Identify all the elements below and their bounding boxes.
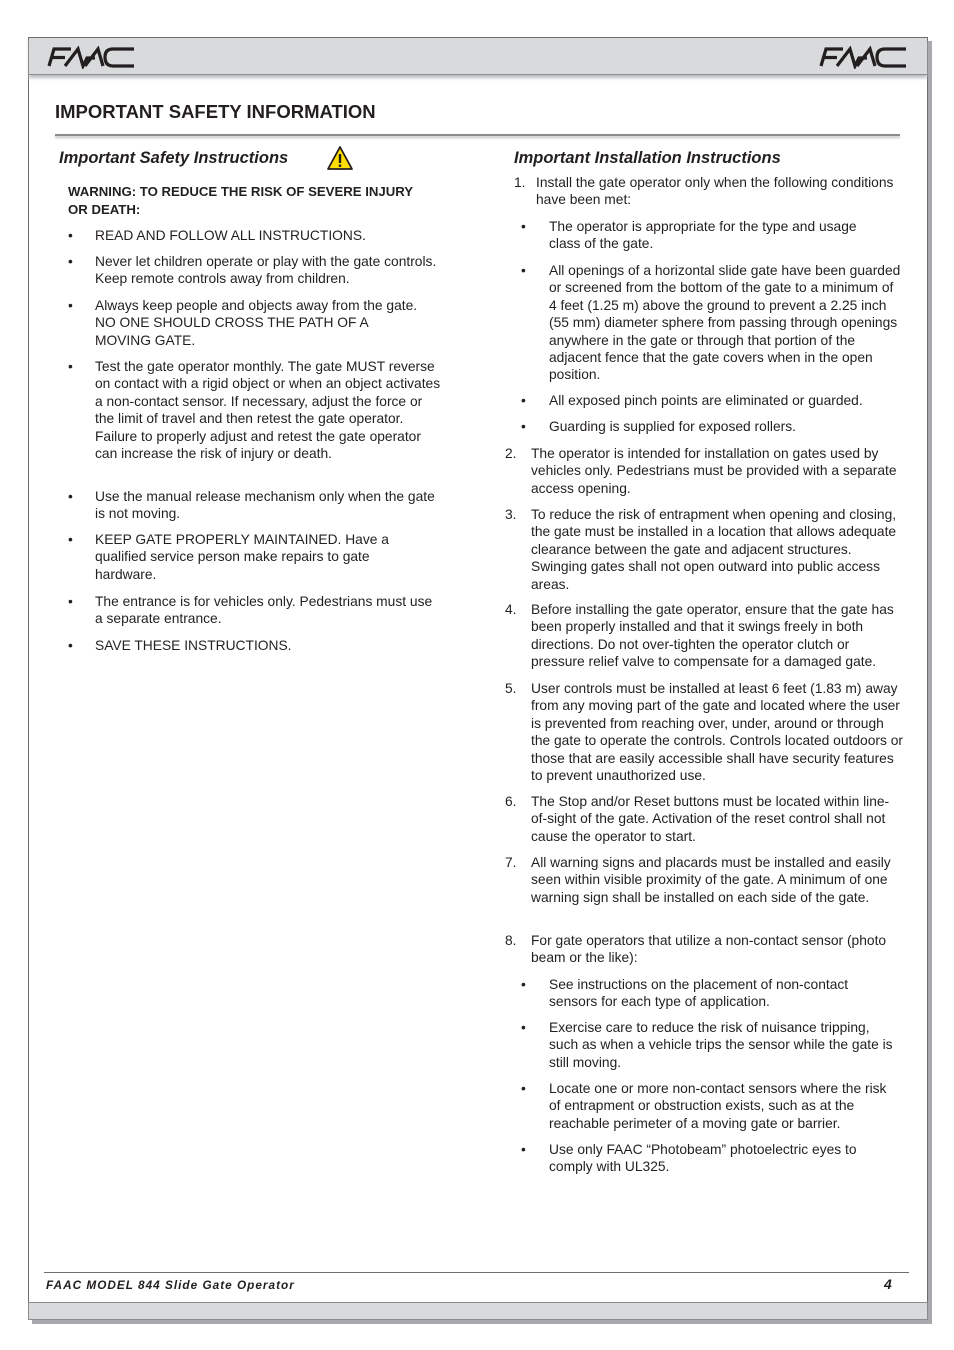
bullet-glyph: •	[521, 419, 526, 434]
sub-list-item	[521, 418, 901, 435]
page-title: IMPORTANT SAFETY INFORMATION	[55, 101, 376, 122]
footer-bar	[28, 1302, 928, 1320]
bullet-glyph: •	[521, 1142, 526, 1157]
sub-list-item-text: See instructions on the placement of non-contact sensors for each type of application.	[549, 977, 849, 1010]
bullet-glyph: •	[68, 532, 73, 547]
title-divider	[55, 134, 900, 136]
page-number: 4	[884, 1276, 892, 1292]
sub-list-item-text: Guarding is supplied for exposed rollers.	[549, 419, 796, 434]
list-item-text: Always keep people and objects away from the gate. NO ONE SHOULD CROSS THE PATH OF A MOVING GATE.	[95, 298, 418, 348]
numbered-item-text: The operator is intended for installation on gates used by vehicles only. Pedestrians must be provided with a separate access opening.	[531, 446, 897, 496]
sub-list-item	[521, 218, 881, 253]
list-item	[68, 358, 444, 462]
list-item	[68, 531, 440, 583]
bullet-glyph: •	[521, 219, 526, 234]
list-item-text: SAVE THESE INSTRUCTIONS.	[95, 638, 292, 653]
numbered-item	[514, 174, 894, 209]
sub-list-item	[521, 262, 901, 384]
list-item	[68, 253, 440, 288]
sub-list-item	[521, 392, 901, 409]
item-number: 3.	[505, 507, 517, 522]
list-item-text: The entrance is for vehicles only. Pedestrians must use a separate entrance.	[95, 594, 433, 627]
list-item-text: Never let children operate or play with the gate controls. Keep remote controls away from children.	[95, 254, 437, 287]
list-item	[68, 637, 440, 654]
numbered-item	[505, 854, 903, 906]
numbered-item-text: User controls must be installed at least 6 feet (1.83 m) away from any moving part of the gate and located where the user is prevented from reaching over, under, around or through the gate to operate the controls. Controls located outdoors or those that are easily accessible shall have security features to prevent unauthorized use.	[531, 681, 903, 784]
bullet-glyph: •	[68, 638, 73, 653]
numbered-item	[505, 680, 905, 784]
bullet-glyph: •	[521, 1020, 526, 1035]
installation-instructions-heading: Important Installation Instructions	[514, 149, 781, 167]
numbered-item-text: To reduce the risk of entrapment when opening and closing, the gate must be installed in a location that allows adequate clearance between the gate and adjacent structures. Swinging gates shall not open outward into public access areas.	[531, 507, 897, 592]
sub-list-item	[521, 1080, 901, 1132]
warning-statement: WARNING: TO REDUCE THE RISK OF SEVERE INJURY OR DEATH:	[68, 184, 413, 217]
sub-list-item-text: Use only FAAC “Photobeam” photoelectric eyes to comply with UL325.	[549, 1142, 857, 1175]
list-item	[68, 488, 440, 523]
list-item	[68, 297, 440, 349]
list-item-text: READ AND FOLLOW ALL INSTRUCTIONS.	[95, 228, 366, 243]
bullet-glyph: •	[68, 594, 73, 609]
bullet-glyph: •	[68, 298, 73, 313]
sub-list-item-text: All exposed pinch points are eliminated or guarded.	[549, 393, 863, 408]
bullet-glyph: •	[521, 1081, 526, 1096]
item-number: 6.	[505, 794, 517, 809]
sub-list-item	[521, 1019, 901, 1071]
numbered-item	[505, 506, 903, 593]
bullet-glyph: •	[68, 489, 73, 504]
sub-list-item	[521, 976, 881, 1011]
item-number: 2.	[505, 446, 517, 461]
warning-triangle-icon	[326, 145, 354, 171]
numbered-item-text: All warning signs and placards must be installed and easily seen within visible proximity of the gate. A minimum of one warning sign shall be installed on each side of the gate.	[531, 855, 891, 905]
sub-list-item-text: Exercise care to reduce the risk of nuisance tripping, such as when a vehicle trips the sensor while the gate is still moving.	[549, 1020, 893, 1070]
list-item-text: Use the manual release mechanism only when the gate is not moving.	[95, 489, 435, 522]
faac-logo	[45, 45, 137, 69]
list-item-text: KEEP GATE PROPERLY MAINTAINED. Have a qualified service person make repairs to gate hardware.	[95, 532, 389, 582]
item-number: 8.	[505, 933, 517, 948]
item-number: 7.	[505, 855, 517, 870]
list-item-text: Test the gate operator monthly. The gate MUST reverse on contact with a rigid object or when an object activates a non-contact sensor. If necessary, adjust the force or the limit of travel and then retest the gate operator. Failure to properly adjust and retest the gate operator can increase the risk of injury or death.	[95, 359, 441, 462]
sub-list-item-text: Locate one or more non-contact sensors where the risk of entrapment or obstruction exists, such as at the reachable perimeter of a moving gate or barrier.	[549, 1081, 887, 1131]
item-number: 1.	[514, 175, 526, 190]
list-item	[68, 227, 440, 244]
faac-logo	[817, 45, 909, 69]
sub-list-item-text: The operator is appropriate for the type and usage class of the gate.	[549, 219, 857, 252]
numbered-item	[505, 601, 903, 671]
item-number: 5.	[505, 681, 517, 696]
numbered-item-text: The Stop and/or Reset buttons must be located within line-of-sight of the gate. Activation of the reset control shall not cause the operator to start.	[531, 794, 890, 844]
numbered-item-text: For gate operators that utilize a non-contact sensor (photo beam or the like):	[531, 933, 887, 966]
bullet-glyph: •	[68, 359, 73, 374]
sub-list-item	[521, 1141, 881, 1176]
bullet-glyph: •	[521, 263, 526, 278]
numbered-item	[505, 445, 903, 497]
numbered-item-text: Before installing the gate operator, ensure that the gate has been properly installed and that it swings freely in both directions. Do not over-tighten the operator clutch or pressure relief valve to compensate for a damaged gate.	[531, 602, 894, 670]
numbered-item	[505, 793, 903, 845]
safety-instructions-heading: Important Safety Instructions	[59, 149, 289, 167]
header-bar	[29, 38, 927, 75]
bullet-glyph: •	[521, 393, 526, 408]
numbered-item-text: Install the gate operator only when the following conditions have been met:	[536, 175, 894, 208]
numbered-item	[505, 932, 905, 967]
footer-model: FAAC MODEL 844 Slide Gate Operator	[46, 1278, 295, 1292]
footer-divider	[44, 1272, 909, 1273]
sub-list-item-text: All openings of a horizontal slide gate have been guarded or screened from the bottom of the gate to a minimum of 4 feet (1.25 m) above the ground to prevent a 2.25 inch (55 mm) diameter sphere from passing through openings anywhere in the gate or through that portion of the adjacent fence that the gate covers when in the open position.	[549, 263, 901, 383]
bullet-glyph: •	[68, 228, 73, 243]
item-number: 4.	[505, 602, 517, 617]
list-item	[68, 593, 440, 628]
bullet-glyph: •	[521, 977, 526, 992]
bullet-glyph: •	[68, 254, 73, 269]
